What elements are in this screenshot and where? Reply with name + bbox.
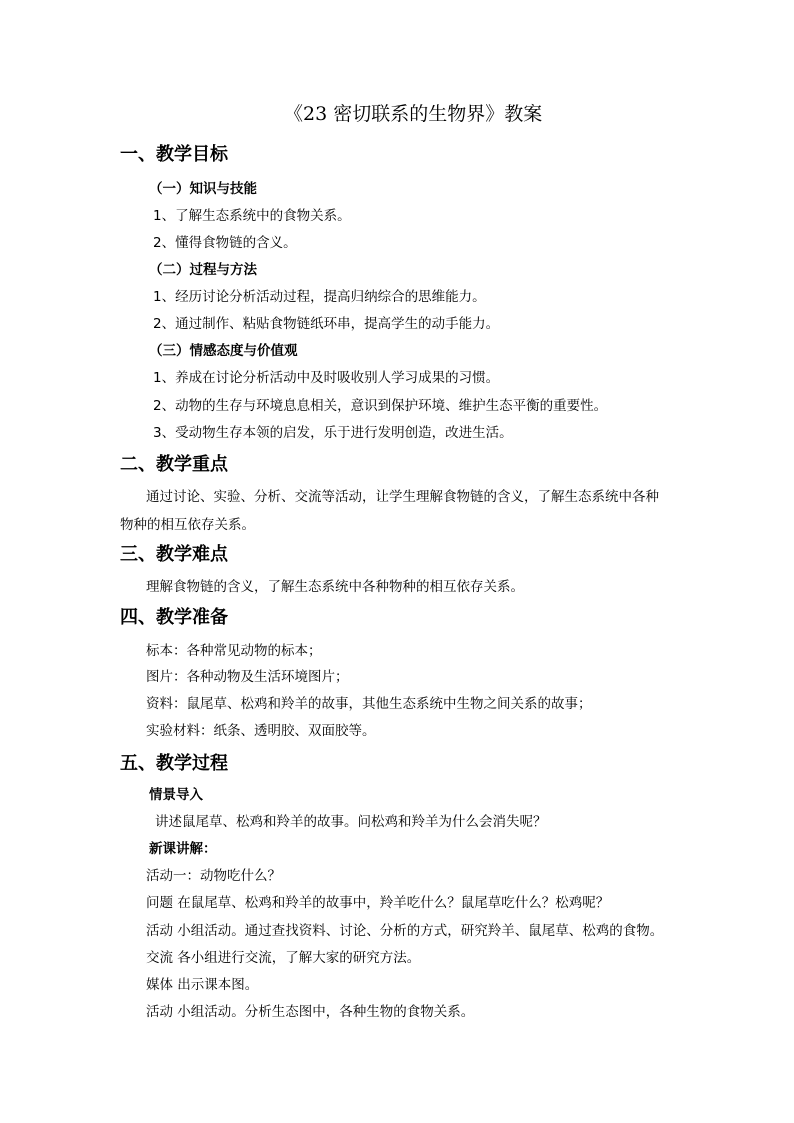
- section-heading-key-points: 二、教学重点: [120, 454, 228, 475]
- list-item: 标本：各种常见动物的标本；: [146, 643, 322, 659]
- section-heading-preparation: 四、教学准备: [120, 607, 228, 628]
- list-item: 2、懂得食物链的含义。: [153, 235, 297, 251]
- list-item: 2、通过制作、粘贴食物链纸环串，提高学生的动手能力。: [153, 316, 500, 332]
- list-item: 3、受动物生存本领的启发，乐于进行发明创造，改进生活。: [153, 425, 513, 441]
- paragraph-line: 活动 小组活动。分析生态图中，各种生物的食物关系。: [146, 1004, 475, 1020]
- subheading-new-lesson: 新课讲解：: [149, 841, 217, 857]
- paragraph-line: 活动 小组活动。通过查找资料、讨论、分析的方式，研究羚羊、鼠尾草、松鸡的食物。: [146, 923, 664, 939]
- paragraph-line: 交流 各小组进行交流，了解大家的研究方法。: [146, 950, 421, 966]
- paragraph-line: 物种的相互依存关系。: [120, 517, 255, 533]
- list-item: 1、了解生态系统中的食物关系。: [153, 208, 351, 224]
- paragraph-line: 理解食物链的含义，了解生态系统中各种物种的相互依存关系。: [146, 579, 524, 595]
- paragraph-line: 讲述鼠尾草、松鸡和羚羊的故事。问松鸡和羚羊为什么会消失呢？: [155, 814, 547, 830]
- paragraph-line: 通过讨论、实验、分析、交流等活动，让学生理解食物链的含义，了解生态系统中各种: [146, 489, 659, 505]
- document-title: 《23 密切联系的生物界》教案: [284, 103, 543, 125]
- subheading-knowledge-skills: （一）知识与技能: [149, 181, 257, 197]
- list-item: 资料：鼠尾草、松鸡和羚羊的故事，其他生态系统中生物之间关系的故事；: [146, 696, 592, 712]
- subheading-emotion-values: （三）情感态度与价值观: [149, 343, 298, 359]
- list-item: 2、动物的生存与环境息息相关，意识到保护环境、维护生态平衡的重要性。: [153, 398, 608, 414]
- subheading-intro: 情景导入: [149, 787, 203, 803]
- section-heading-objectives: 一、教学目标: [120, 144, 228, 165]
- paragraph-line: 媒体 出示课本图。: [146, 977, 259, 993]
- section-heading-difficulties: 三、教学难点: [120, 544, 228, 565]
- list-item: 1、养成在讨论分析活动中及时吸收别人学习成果的习惯。: [153, 370, 500, 386]
- paragraph-line: 问题 在鼠尾草、松鸡和羚羊的故事中，羚羊吃什么？鼠尾草吃什么？松鸡呢？: [146, 895, 610, 911]
- subheading-process-method: （二）过程与方法: [149, 262, 257, 278]
- list-item: 图片：各种动物及生活环境图片；: [146, 669, 349, 685]
- list-item: 1、经历讨论分析活动过程，提高归纳综合的思维能力。: [153, 289, 486, 305]
- section-heading-process: 五、教学过程: [120, 753, 228, 774]
- paragraph-line: 活动一：动物吃什么？: [146, 868, 281, 884]
- list-item: 实验材料：纸条、透明胶、双面胶等。: [146, 723, 376, 739]
